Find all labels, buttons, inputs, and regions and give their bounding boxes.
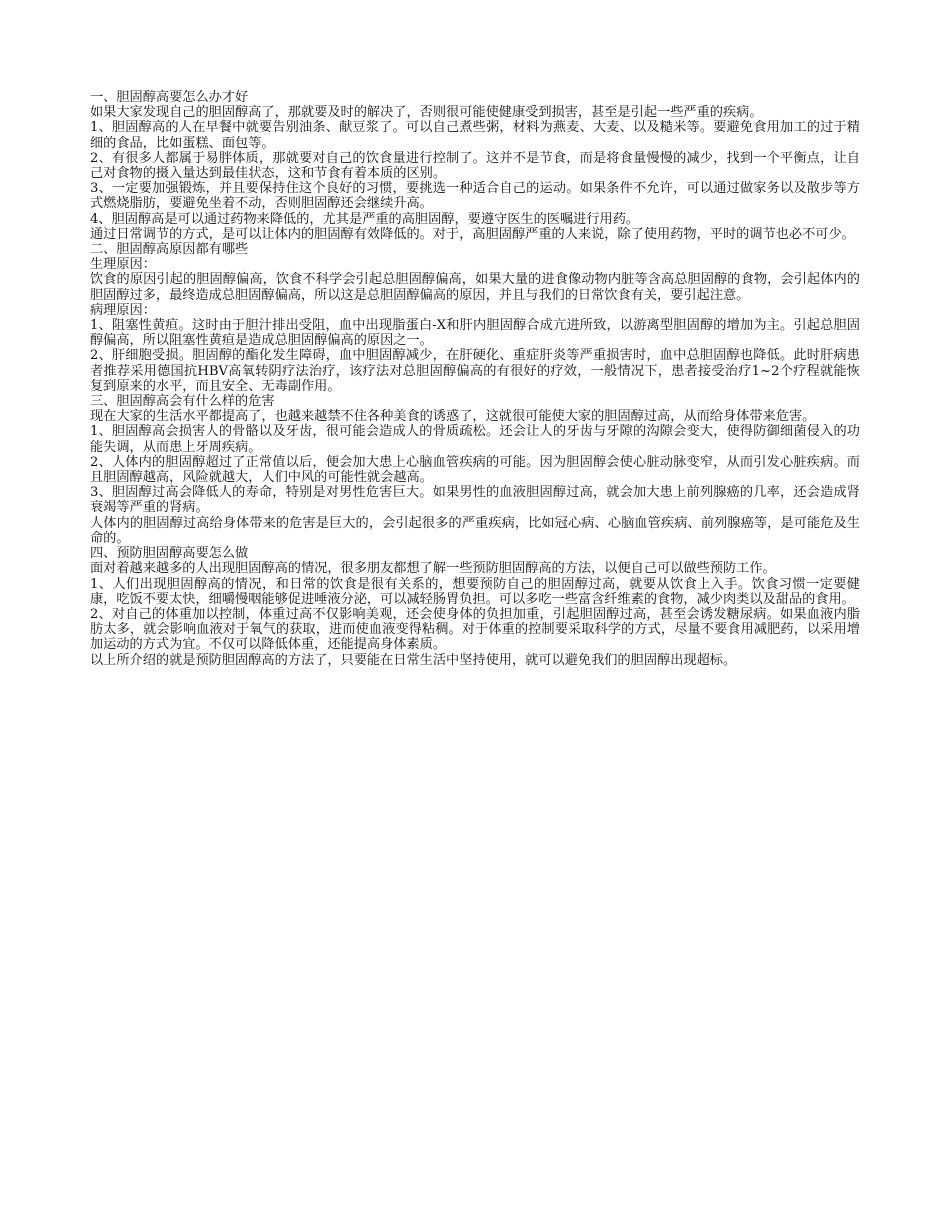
article-body <box>90 90 860 668</box>
subheading: 病理原因： <box>90 302 156 318</box>
section-heading-1: 一、胆固醇高要怎么办才好 <box>90 90 249 105</box>
paragraph: 现在大家的生活水平都提高了，也越来越禁不住各种美食的诱惑了，这就很可能使大家的胆固醇过高，从而给身体带来危害。 <box>90 409 816 425</box>
paragraph: 以上所介绍的就是预防胆固醇高的方法了，只要能在日常生活中坚持使用，就可以避免我们的胆固醇出现超标。 <box>90 652 737 668</box>
list-item: 2、肝细胞受损。胆固醇的酯化发生障碍，血中胆固醇减少，在肝硬化、重症肝炎等严重损害时，血中总胆固醇也降低。此时肝病患者推荐采用德国抗HBV高氧转阴疗法治疗，该疗法对总胆固醇偏高的有很好的疗效，一般情况下，患者接受治疗1~2个疗程就能恢复到原来的水平，而且安全、无毒副作用。 <box>90 348 860 394</box>
section-heading-4: 四、预防胆固醇高要怎么做 <box>90 546 249 562</box>
list-item: 1、胆固醇高会损害人的骨骼以及牙齿，很可能会造成人的骨质疏松。还会让人的牙齿与牙隙的沟隙会变大，使得防御细菌侵入的功能失调，从而患上牙周疾病。 <box>90 424 860 455</box>
paragraph: 饮食的原因引起的胆固醇偏高，饮食不科学会引起总胆固醇偏高，如果大量的进食像动物内脏等含高总胆固醇的食物，会引起体内的胆固醇过多，最终造成总胆固醇偏高，所以这是总胆固醇偏高的原因，并且与我们的日常饮食有关，要引起注意。 <box>90 272 860 303</box>
paragraph: 面对着越来越多的人出现胆固醇高的情况，很多朋友都想了解一些预防胆固醇高的方法，以便自己可以做些预防工作。 <box>90 561 776 577</box>
list-item: 2、对自己的体重加以控制，体重过高不仅影响美观，还会使身体的负担加重，引起胆固醇过高，甚至会诱发糖尿病。如果血液内脂肪太多，就会影响血液对于氧气的获取，进而使血液变得粘稠。对于体重的控制要采取科学的方式，尽量不要食用减肥药，以采用增加运动的方式为宜。不仅可以降低体重，还能提高身体素质。 <box>90 606 860 653</box>
list-item: 1、阻塞性黄疸。这时由于胆汁排出受阻，血中出现脂蛋白-X和肝内胆固醇合成亢进所致，以游离型胆固醇的增加为主。引起总胆固醇偏高，所以阻塞性黄疸是造成总胆固醇偏高的原因之一。 <box>90 318 860 349</box>
list-item: 2、有很多人都属于易胖体质，那就要对自己的饮食量进行控制了。这并不是节食，而是将食量慢慢的减少，找到一个平衡点，让自己对食物的摄入量达到最佳状态，这和节食有着本质的区别。 <box>90 150 860 182</box>
section-heading-3: 三、胆固醇高会有什么样的危害 <box>90 394 275 410</box>
list-item: 4、胆固醇高是可以通过药物来降低的，尤其是严重的高胆固醇，要遵守医生的医嘱进行用药。 <box>90 211 640 227</box>
list-item: 3、胆固醇过高会降低人的寿命，特别是对男性危害巨大。如果男性的血液胆固醇过高，就会加大患上前列腺癌的几率，还会造成肾衰竭等严重的肾病。 <box>90 485 860 516</box>
list-item: 1、人们出现胆固醇高的情况，和日常的饮食是很有关系的，想要预防自己的胆固醇过高，就要从饮食上入手。饮食习惯一定要健康，吃饭不要太快，细嚼慢咽能够促进唾液分泌，可以减轻肠胃负担。可以多吃一些富含纤维素的食物，减少肉类以及甜品的食用。 <box>90 576 860 607</box>
paragraph: 人体内的胆固醇过高给身体带来的危害是巨大的，会引起很多的严重疾病，比如冠心病、心脑血管疾病、前列腺癌等，是可能危及生命的。 <box>90 515 860 546</box>
list-item: 3、一定要加强锻炼，并且要保持住这个良好的习惯，要挑选一种适合自己的运动。如果条件不允许，可以通过做家务以及散步等方式燃烧脂肪，要避免坐着不动，否则胆固醇还会继续升高。 <box>90 181 860 212</box>
paragraph: 通过日常调节的方式，是可以让体内的胆固醇有效降低的。对于，高胆固醇严重的人来说，除了使用药物，平时的调节也必不可少。 <box>90 226 855 242</box>
section-heading-2: 二、胆固醇高原因都有哪些 <box>90 242 249 258</box>
list-item: 2、人体内的胆固醇超过了正常值以后，便会加大患上心脑血管疾病的可能。因为胆固醇会使心脏动脉变窄，从而引发心脏疾病。而且胆固醇越高，风险就越大，人们中风的可能性就会越高。 <box>90 454 860 486</box>
paragraph: 如果大家发现自己的胆固醇高了，那就要及时的解决了，否则很可能使健康受到损害，甚至是引起一些严重的疾病。 <box>90 105 763 121</box>
subheading: 生理原因： <box>90 257 156 273</box>
list-item: 1、胆固醇高的人在早餐中就要告别油条、献豆浆了。可以自己煮些粥，材料为燕麦、大麦、以及糙米等。要避免食用加工的过于精细的食品，比如蛋糕、面包等。 <box>90 120 860 151</box>
